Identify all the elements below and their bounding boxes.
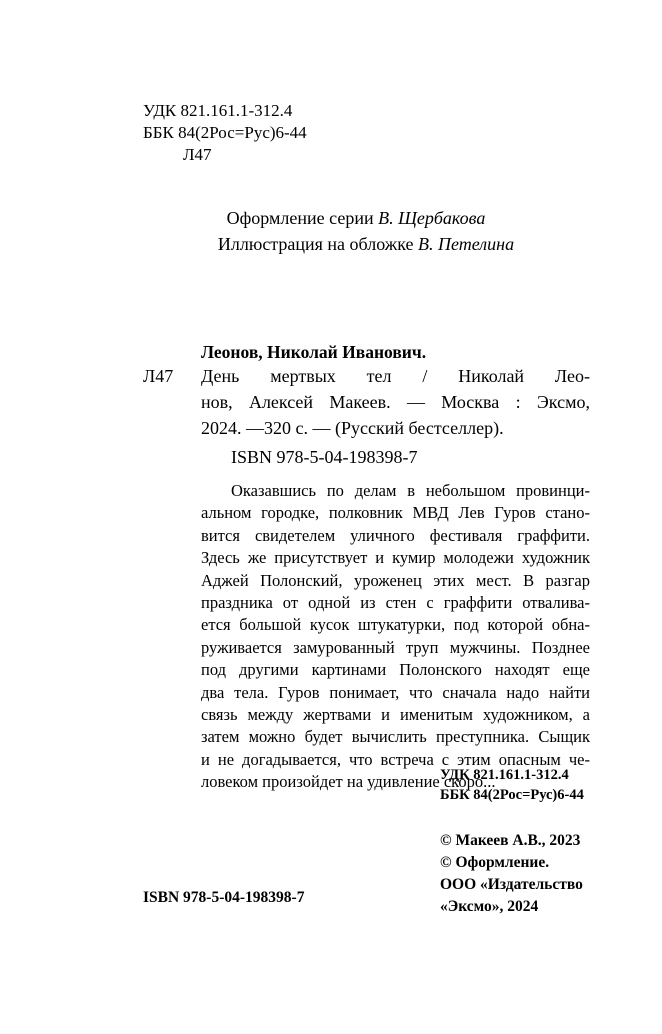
annotation-line: ется большой кусок штукатурки, под которой обна- — [201, 615, 590, 635]
series-design-label: Оформление серии — [226, 208, 379, 228]
annotation-line: два тела. Гуров понимает, что сначала надо найти — [201, 682, 590, 702]
isbn-record: ISBN 978-5-04-198398-7 — [231, 447, 418, 467]
bib-line: нов, Алексей Макеев. — Москва : Эксмо, — [201, 392, 590, 412]
bibliographic-description — [201, 363, 590, 441]
bbk-code: ББК 84(2Рос=Рус)6-44 — [143, 123, 307, 142]
classification-codes — [143, 100, 307, 166]
design-credits — [0, 205, 662, 257]
author-heading: Леонов, Николай Иванович. — [201, 342, 427, 362]
annotation-line: и не догадывается, что встреча с этим опасным че- — [201, 749, 590, 769]
copyright-line: © Макеев А.В., 2023 — [440, 832, 581, 849]
annotation-line: вится свидетелем уличного фестиваля граффити. — [201, 525, 590, 545]
copyright-line: © Оформление. — [440, 854, 550, 871]
annotation-line: Аджей Полонский, уроженец этих мест. В разгар — [201, 570, 590, 590]
series-design-credit — [25, 205, 662, 231]
annotation-line: альном городке, полковник МВД Лев Гуров стано- — [201, 503, 590, 523]
annotation-line: ловеком произойдет на удивление скоро... — [201, 772, 496, 792]
annotation-line: связь между жертвами и именитым художником, а — [201, 705, 590, 725]
cover-illustration-name: В. Петелина — [418, 234, 515, 254]
cutter-code: Л47 — [183, 145, 212, 164]
cover-illustration-label: Иллюстрация на обложке — [217, 234, 419, 254]
cover-illustration-credit — [35, 231, 662, 257]
annotation — [201, 480, 590, 794]
annotation-line: праздника от одной из стен с граффити отвалива- — [201, 593, 590, 613]
imprint-udk: УДК 821.161.1-312.4 — [440, 767, 569, 783]
bib-line: День мертвых тел / Николай Лео- — [201, 366, 590, 386]
annotation-line: руживается замурованный труп мужчины. Позднее — [201, 637, 590, 657]
udk-code: УДК 821.161.1-312.4 — [143, 101, 293, 120]
imprint-codes — [440, 765, 584, 805]
annotation-line: под другими картинами Полонского находят еще — [201, 660, 590, 680]
copyright-line: ООО «Издательство — [440, 876, 583, 893]
series-design-name: В. Щербакова — [378, 208, 486, 228]
annotation-line: затем можно будет вычислить преступника. Сыщик — [201, 727, 590, 747]
annotation-line: Здесь же присутствует и кумир молодежи художник — [201, 548, 590, 568]
bibliographic-cutter: Л47 — [143, 366, 174, 386]
copyright-line: «Эксмо», 2024 — [440, 898, 539, 915]
imprint-bbk: ББК 84(2Рос=Рус)6-44 — [440, 787, 584, 803]
copyright-block — [440, 830, 583, 918]
annotation-line: Оказавшись по делам в небольшом провинци- — [231, 481, 590, 500]
imprint-isbn: ISBN 978-5-04-198398-7 — [143, 889, 305, 906]
bib-line: 2024. —320 с. — (Русский бестселлер). — [201, 418, 504, 438]
